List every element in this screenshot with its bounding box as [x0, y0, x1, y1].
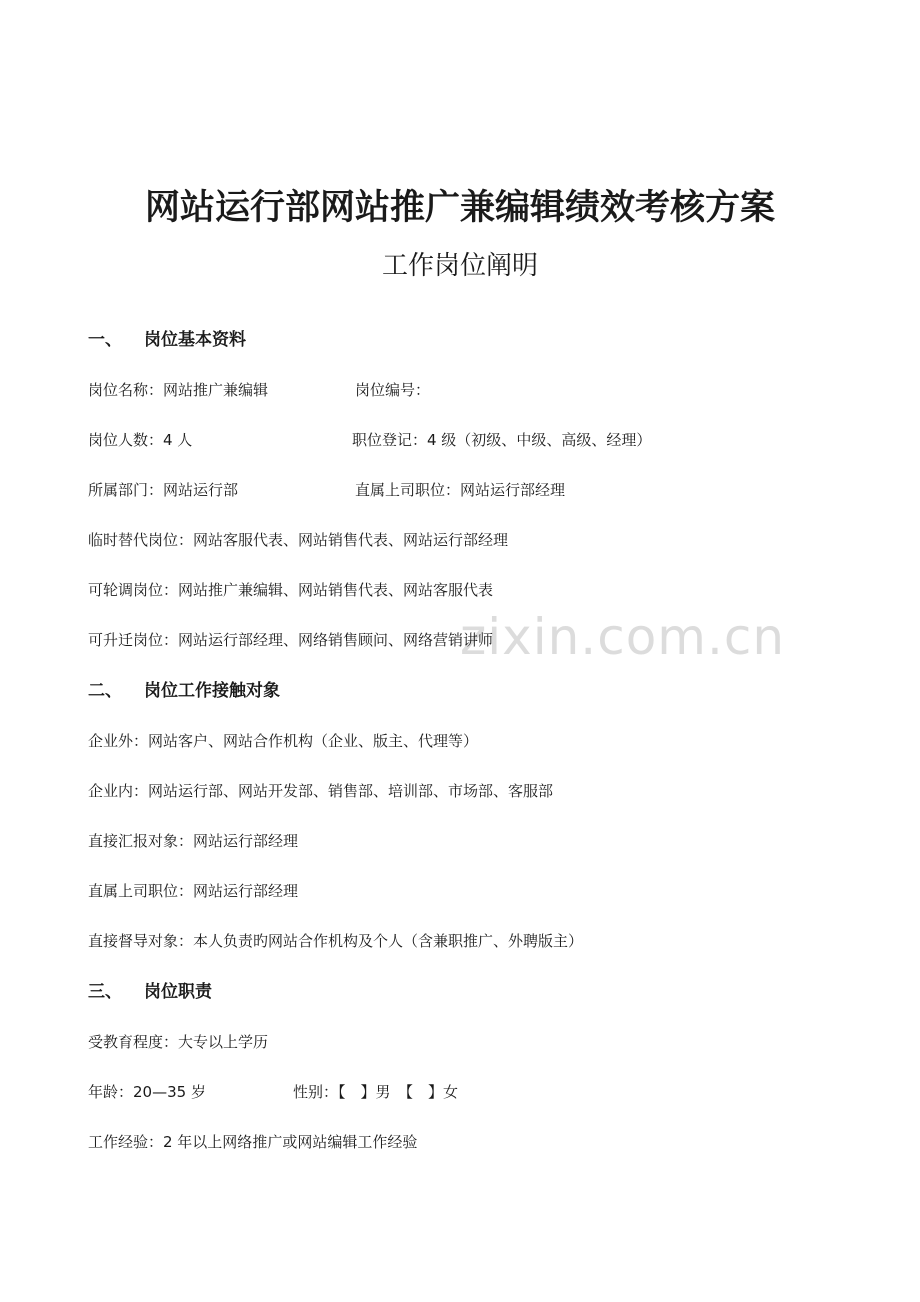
- rotatable-positions: 可轮调岗位：网站推广兼编辑、网站销售代表、网站客服代表: [88, 581, 494, 599]
- position-name: 岗位名称：网站推广兼编辑: [88, 381, 269, 399]
- temporary-substitute-positions: 临时替代岗位：网站客服代表、网站销售代表、网站运行部经理: [88, 531, 509, 549]
- direct-report-to: 直接汇报对象：网站运行部经理: [88, 832, 299, 850]
- section-3-heading: [88, 982, 212, 1002]
- direct-supervision-targets: 直接督导对象：本人负责旳网站合作机构及个人（含兼职推广、外聘版主）: [88, 932, 584, 950]
- internal-contacts: 企业内：网站运行部、网站开发部、销售部、培训部、市场部、客服部: [88, 782, 554, 800]
- direct-supervisor-position: 直属上司职位：网站运行部经理: [355, 481, 566, 499]
- external-contacts: 企业外：网站客户、网站合作机构（企业、版主、代理等）: [88, 732, 479, 750]
- education-level: 受教育程度：大专以上学历: [88, 1033, 269, 1051]
- section-3-title: 岗位职责: [144, 982, 212, 1002]
- direct-supervisor: 直属上司职位：网站运行部经理: [88, 882, 299, 900]
- document-title: 网站运行部网站推广兼编辑绩效考核方案: [144, 188, 775, 228]
- gender-options: 性别：【 】男 【 】女: [293, 1083, 459, 1101]
- section-2-heading: [88, 681, 280, 701]
- department: 所属部门：网站运行部: [88, 481, 239, 499]
- section-1-number: 一、: [88, 330, 122, 350]
- position-number: 岗位编号：: [355, 381, 431, 399]
- position-headcount: 岗位人数：4 人: [88, 431, 193, 449]
- section-2-title: 岗位工作接触对象: [144, 681, 280, 701]
- position-level: 职位登记：4 级（初级、中级、高级、经理）: [352, 431, 652, 449]
- watermark: zixin.com.cn: [460, 608, 786, 666]
- section-3-number: 三、: [88, 982, 122, 1002]
- section-2-number: 二、: [88, 681, 122, 701]
- section-1-title: 岗位基本资料: [144, 330, 246, 350]
- section-1-heading: [88, 330, 246, 350]
- work-experience: 工作经验：2 年以上网络推广或网站编辑工作经验: [88, 1133, 418, 1151]
- promotion-positions: 可升迁岗位：网站运行部经理、网络销售顾问、网络营销讲师: [88, 631, 494, 649]
- age-range: 年龄：20—35 岁: [88, 1083, 206, 1101]
- document-subtitle: 工作岗位阐明: [381, 251, 538, 281]
